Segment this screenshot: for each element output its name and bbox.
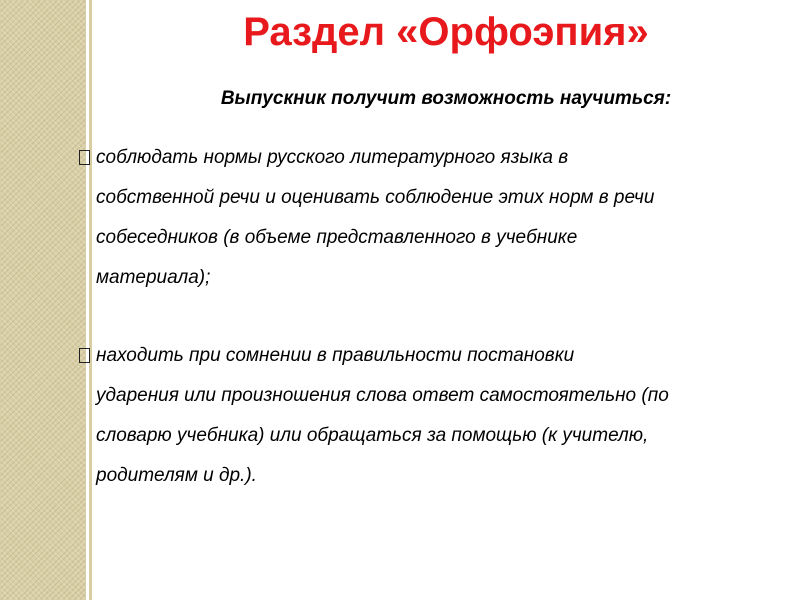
list-item-line: родителям и др.). — [96, 465, 257, 486]
list-item-line: собеседников (в объеме представленного в учебнике — [96, 227, 578, 248]
bullet-square-icon — [78, 138, 92, 178]
list-item-text — [96, 138, 790, 298]
list-item-line: ударения или произношения слова ответ самостоятельно (по — [96, 385, 669, 406]
list-item-line: материала); — [96, 267, 211, 288]
list-item-line: соблюдать нормы русского литературного языка в — [96, 147, 569, 168]
list-item-line: собственной речи и оценивать соблюдение этих норм в речи — [96, 187, 655, 208]
list-item-line: находить при сомнении в правильности постановки — [96, 345, 575, 366]
list-item — [78, 336, 790, 496]
decorative-side-band — [0, 0, 86, 600]
slide-subtitle: Выпускник получит возможность научиться: — [220, 88, 672, 109]
list-item-text — [96, 336, 790, 496]
list-item — [78, 138, 790, 298]
bullet-square-icon — [78, 336, 92, 376]
list-item-line: словарю учебника) или обращаться за помощью (к учителю, — [96, 425, 649, 446]
slide-title: Раздел «Орфоэпия» — [243, 10, 649, 54]
